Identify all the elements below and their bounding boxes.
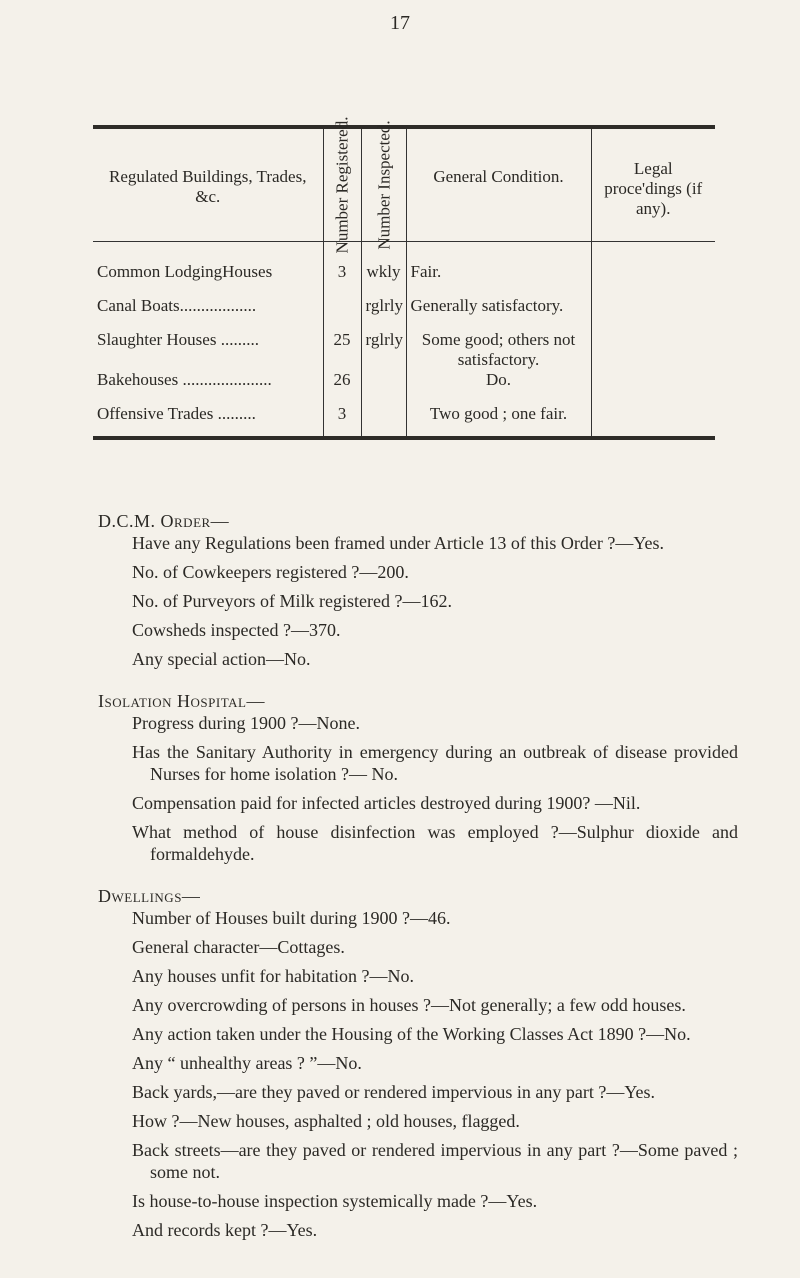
cell-trade: Slaughter Houses ......... xyxy=(97,329,259,349)
cell-condition: Fair. xyxy=(406,241,591,296)
list-item: Have any Regulations been framed under Article 13 of this Order ?—Yes. xyxy=(132,533,665,553)
list-item: What method of house disinfection was employed ?—Sulphur dioxide and formaldehyde. xyxy=(132,822,738,864)
list-item: Cowsheds inspected ?—370. xyxy=(132,620,341,640)
list-item: Compensation paid for infected articles destroyed during 1900? —Nil. xyxy=(132,793,641,813)
cell-legal xyxy=(591,330,715,370)
table-row xyxy=(93,370,715,404)
cell-legal xyxy=(591,296,715,330)
table-row xyxy=(93,330,715,370)
header-number-registered: Number Registered. xyxy=(323,129,361,241)
section-dcm-order xyxy=(98,510,738,670)
list-item: Any action taken under the Housing of the Working Classes Act 1890 ?—No. xyxy=(132,1024,691,1044)
list-item: Any “ unhealthy areas ? ”—No. xyxy=(132,1053,362,1073)
table-row xyxy=(93,241,715,296)
cell-registered: 25 xyxy=(323,330,361,370)
header-number-inspected: Number Inspected. xyxy=(361,129,406,241)
cell-inspected xyxy=(361,370,406,404)
cell-trade: Offensive Trades ......... xyxy=(97,403,256,423)
cell-trade: Canal Boats.................. xyxy=(97,295,257,315)
list-item: Is house-to-house inspection systemically made ?—Yes. xyxy=(132,1191,538,1211)
section-heading: D.C.M. Order— xyxy=(98,511,230,531)
list-item: And records kept ?—Yes. xyxy=(132,1220,318,1240)
section-isolation-hospital xyxy=(98,690,738,865)
cell-condition: Generally satisfactory. xyxy=(406,296,591,330)
cell-registered: 3 xyxy=(323,404,361,436)
page-number: 17 xyxy=(390,12,410,34)
table-row xyxy=(93,404,715,436)
cell-condition: Some good; others not satisfactory. xyxy=(406,330,591,370)
list-item: Back yards,—are they paved or rendered impervious in any part ?—Yes. xyxy=(132,1082,656,1102)
cell-registered: 3 xyxy=(323,241,361,296)
cell-inspected xyxy=(361,404,406,436)
cell-condition: Do. xyxy=(406,370,591,404)
list-item: Back streets—are they paved or rendered impervious in any part ?—Some paved ; some not. xyxy=(132,1140,738,1182)
cell-inspected: rglrly xyxy=(361,296,406,330)
list-item: Any special action—No. xyxy=(132,649,311,669)
cell-trade: Bakehouses ..................... xyxy=(97,369,272,389)
report-body xyxy=(98,510,738,1261)
header-legal-proceedings: Legal proce'dings (if any). xyxy=(591,129,715,241)
list-item: General character—Cottages. xyxy=(132,937,345,957)
section-heading: Dwellings— xyxy=(98,886,201,906)
list-item: Any overcrowding of persons in houses ?—Not generally; a few odd houses. xyxy=(132,995,686,1015)
cell-trade: Common LodgingHouses xyxy=(97,261,273,281)
cell-legal xyxy=(591,241,715,296)
regulated-buildings-table xyxy=(93,116,715,440)
cell-inspected: wkly xyxy=(361,241,406,296)
cell-registered: 26 xyxy=(323,370,361,404)
list-item: Progress during 1900 ?—None. xyxy=(132,713,360,733)
list-item: No. of Purveyors of Milk registered ?—162. xyxy=(132,591,452,611)
cell-condition: Two good ; one fair. xyxy=(406,404,591,436)
list-item: How ?—New houses, asphalted ; old houses, flagged. xyxy=(132,1111,520,1131)
cell-registered xyxy=(323,296,361,330)
section-heading: Isolation Hospital— xyxy=(98,691,265,711)
cell-inspected: rglrly xyxy=(361,330,406,370)
header-general-condition: General Condition. xyxy=(406,129,591,241)
cell-legal xyxy=(591,404,715,436)
list-item: No. of Cowkeepers registered ?—200. xyxy=(132,562,409,582)
list-item: Number of Houses built during 1900 ?—46. xyxy=(132,908,451,928)
header-buildings: Regulated Buildings, Trades, &c. xyxy=(93,129,323,241)
list-item: Has the Sanitary Authority in emergency during an outbreak of disease provided Nurses for home isolation ?— No. xyxy=(132,742,738,784)
table-bottom-rule xyxy=(93,436,715,440)
table-row xyxy=(93,296,715,330)
cell-legal xyxy=(591,370,715,404)
list-item: Any houses unfit for habitation ?—No. xyxy=(132,966,414,986)
table-header-row xyxy=(93,129,715,241)
section-dwellings xyxy=(98,885,738,1241)
